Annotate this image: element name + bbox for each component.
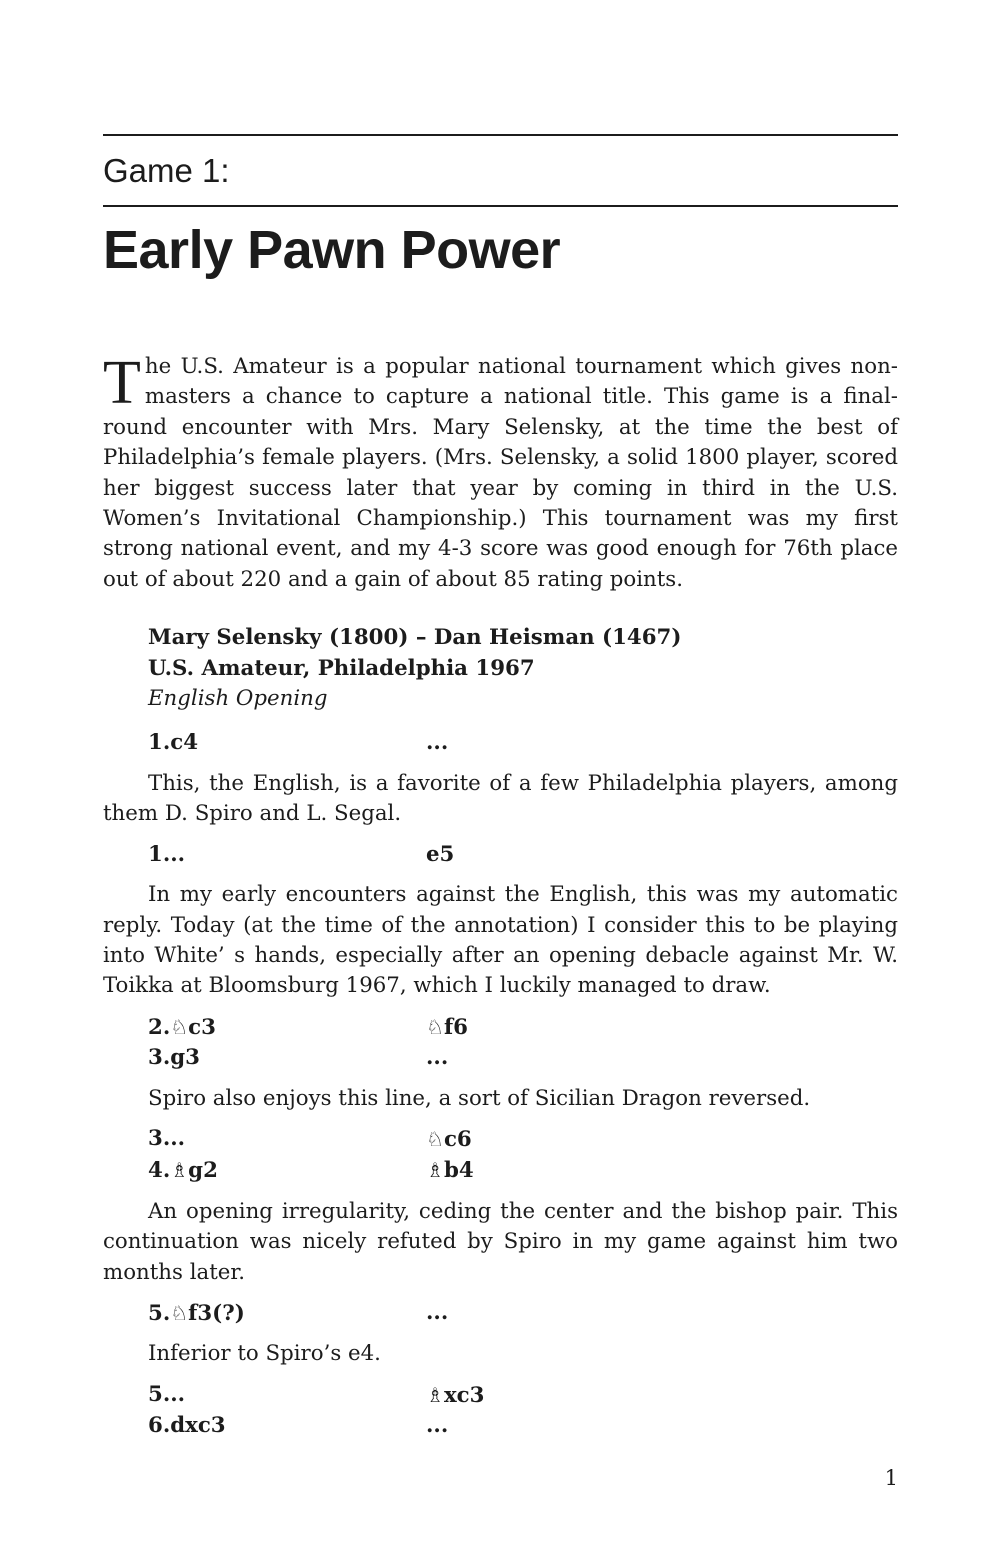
black-move: ... <box>426 730 449 756</box>
black-move: e5 <box>426 841 455 867</box>
white-move <box>148 1155 426 1186</box>
annotation: This, the English, is a favorite of a few Philadelphia players, among them D. Spiro and L. Segal. <box>103 770 898 827</box>
black-move <box>426 1380 484 1411</box>
move-square: g2 <box>188 1158 218 1184</box>
page-number: 1 <box>884 1466 898 1490</box>
white-move <box>148 1012 426 1043</box>
move-square: xc3 <box>443 1382 485 1408</box>
white-move: 3.g3 <box>148 1045 200 1071</box>
white-move: 6.dxc3 <box>148 1413 226 1439</box>
move-square: b4 <box>443 1158 474 1184</box>
move-row <box>148 840 898 870</box>
intro-text: he U.S. Amateur is a popular national tournament which gives non-masters a chance to capture a national title. This game is a final-round encounter with Mrs. Mary Selensky, at the time the best of Philadelphia’s female players. (Mrs. Selensky, a solid 1800 player, scored her biggest success later that year by coming in third in the U.S. Women’s Invitational Championship.) This tournament was my first strong national event, and my 4-3 score was good enough for 76th place out of about 220 and a gain of about 85 rating points. <box>103 354 898 592</box>
intro-paragraph <box>103 349 898 595</box>
page-body <box>103 349 898 1442</box>
move-row <box>148 1043 898 1073</box>
game-players: Mary Selensky (1800) – Dan Heisman (1467) <box>148 625 682 651</box>
annotation: An opening irregularity, ceding the center and the bishop pair. This continuation was nicely refuted by Spiro in my game against him two months later. <box>103 1198 898 1285</box>
black-move <box>426 1124 472 1155</box>
move-number: 5. <box>148 1300 171 1326</box>
move-row <box>148 1411 898 1441</box>
game-opening: English Opening <box>148 686 328 712</box>
white-move: 1.c4 <box>148 730 199 756</box>
annotation: Inferior to Spiro’s e4. <box>148 1341 381 1367</box>
game-header <box>148 623 898 714</box>
game-label: Game 1: <box>103 152 230 189</box>
move-row <box>148 1124 898 1155</box>
game-event: U.S. Amateur, Philadelphia 1967 <box>148 655 535 681</box>
chapter-title: Early Pawn Power <box>103 220 561 280</box>
knight-icon: ♘ <box>170 1300 189 1325</box>
knight-icon: ♘ <box>426 1014 444 1039</box>
move-square: f3(?) <box>188 1300 245 1326</box>
white-move: 3... <box>148 1125 186 1151</box>
move-row <box>148 1380 898 1411</box>
drop-cap: T <box>103 349 141 417</box>
black-move: ... <box>426 1045 449 1071</box>
move-number: 4. <box>148 1158 171 1184</box>
black-move: ... <box>426 1413 449 1439</box>
move-row <box>148 1298 898 1329</box>
top-rule <box>103 134 898 136</box>
move-square: f6 <box>443 1014 468 1040</box>
move-square: c3 <box>188 1014 216 1040</box>
move-row <box>148 1012 898 1043</box>
black-move <box>426 1012 468 1043</box>
bishop-icon: ♗ <box>426 1158 444 1183</box>
move-row <box>148 1155 898 1186</box>
move-row <box>148 728 898 758</box>
bishop-icon: ♗ <box>426 1382 444 1407</box>
annotation: In my early encounters against the English, this was my automatic reply. Today (at the time of the annotation) I consider this to be playing into White’ s hands, especially after an opening debacle against Mr. W. Toikka at Bloomsburg 1967, which I luckily managed to draw. <box>103 882 898 999</box>
knight-icon: ♘ <box>170 1014 189 1039</box>
black-move: ... <box>426 1299 449 1325</box>
title-rule <box>103 205 898 207</box>
bishop-icon: ♗ <box>170 1158 189 1183</box>
white-move: 5... <box>148 1381 186 1407</box>
white-move <box>148 1298 426 1329</box>
knight-icon: ♘ <box>426 1126 444 1151</box>
move-number: 2. <box>148 1014 171 1040</box>
black-move <box>426 1155 474 1186</box>
move-square: c6 <box>443 1126 472 1152</box>
annotation: Spiro also enjoys this line, a sort of Sicilian Dragon reversed. <box>148 1085 811 1111</box>
white-move: 1... <box>148 841 186 867</box>
